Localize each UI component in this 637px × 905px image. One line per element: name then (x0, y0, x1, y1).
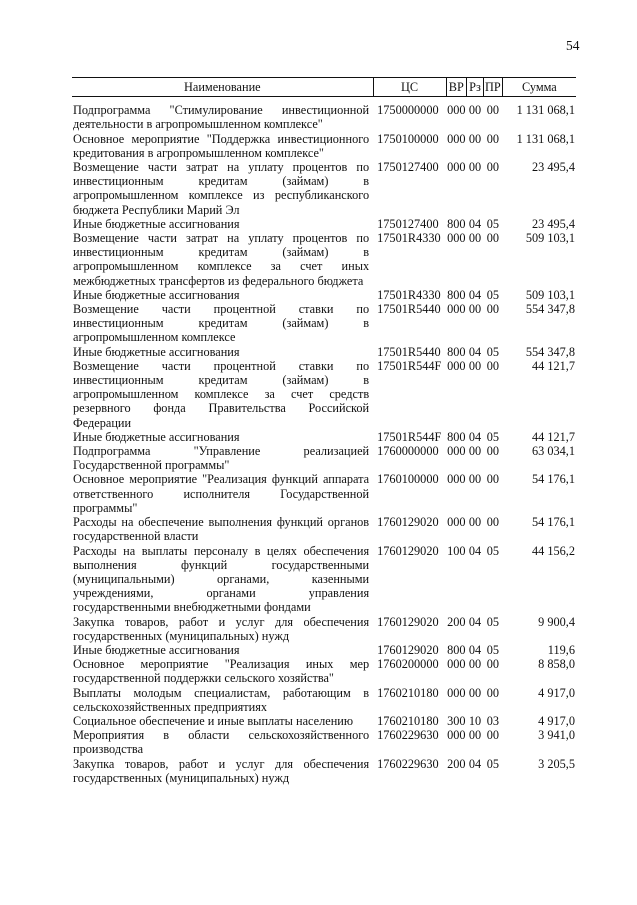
row-sum: 554 347,8 (525, 302, 575, 317)
header-pr: ПР (483, 78, 502, 97)
row-rz: 00 (468, 160, 482, 175)
row-cs: 1750000000 (377, 103, 439, 118)
row-sum: 44 121,7 (531, 358, 575, 373)
table-row (72, 97, 576, 132)
row-pr: 05 (486, 756, 499, 771)
table-row (72, 657, 576, 685)
row-name: Возмещение части процентной ставки по инвестиционным кредитам (займам) в агропромышленном комплексе за счет средств резервного фонда Правительства Российской Федерации (73, 358, 370, 430)
row-rz: 04 (468, 216, 482, 231)
row-vr: 800 (447, 429, 466, 444)
row-name: Возмещение части затрат на уплату процентов по инвестиционным кредитам (займам) в агропромышленном комплексе за счет иных межбюджетных трансфертов из федерального бюджета (73, 231, 370, 288)
row-rz: 04 (468, 756, 482, 771)
row-name: Иные бюджетные ассигнования (73, 287, 240, 302)
row-pr: 00 (486, 160, 499, 175)
table-row (72, 359, 576, 430)
table-row (72, 160, 576, 217)
row-rz: 00 (468, 685, 482, 700)
row-rz: 04 (468, 344, 482, 359)
row-rz: 00 (468, 657, 482, 672)
row-sum: 23 495,4 (531, 216, 575, 231)
row-sum: 44 156,2 (531, 543, 575, 558)
row-pr: 00 (486, 358, 499, 373)
table-row (72, 345, 576, 359)
row-rz: 04 (468, 287, 482, 302)
row-vr: 800 (447, 216, 466, 231)
row-cs: 1760000000 (377, 444, 439, 459)
row-name: Основное мероприятие "Реализация функций аппарата ответственного исполнителя Государственной программы" (73, 472, 370, 515)
row-sum: 119,6 (547, 642, 575, 657)
row-rz: 00 (468, 131, 482, 146)
row-vr: 000 (447, 358, 466, 373)
row-pr: 05 (486, 429, 499, 444)
row-cs: 1750127400 (377, 160, 439, 175)
row-cs: 17501R544F (377, 358, 442, 373)
row-sum: 554 347,8 (525, 344, 575, 359)
row-cs: 1760100000 (377, 472, 439, 487)
row-pr: 00 (486, 103, 499, 118)
row-rz: 00 (468, 302, 482, 317)
row-pr: 00 (486, 515, 499, 530)
table-row (72, 728, 576, 756)
table-row (72, 757, 576, 785)
row-name: Закупка товаров, работ и услуг для обеспечения государственных (муниципальных) нужд (73, 756, 370, 785)
row-pr: 05 (486, 216, 499, 231)
row-pr: 00 (486, 302, 499, 317)
table-row (72, 544, 576, 615)
row-cs: 17501R4330 (377, 231, 441, 246)
table-row (72, 302, 576, 345)
row-name: Иные бюджетные ассигнования (73, 216, 240, 231)
header-vr: ВР (446, 78, 466, 97)
row-rz: 04 (468, 429, 482, 444)
row-pr: 00 (486, 131, 499, 146)
row-name: Закупка товаров, работ и услуг для обеспечения государственных (муниципальных) нужд (73, 614, 370, 643)
row-vr: 000 (447, 657, 466, 672)
table-row (72, 132, 576, 160)
row-vr: 000 (447, 103, 466, 118)
row-cs: 17501R4330 (377, 287, 441, 302)
row-rz: 04 (468, 614, 482, 629)
row-name: Подпрограмма "Управление реализацией Государственной программы" (73, 444, 370, 473)
row-vr: 000 (447, 302, 466, 317)
row-pr: 00 (486, 231, 499, 246)
row-sum: 1 131 068,1 (516, 103, 575, 118)
row-name: Основное мероприятие "Поддержка инвестиционного кредитования в агропромышленном комплексе" (73, 131, 370, 160)
row-vr: 800 (447, 344, 466, 359)
row-sum: 9 900,4 (538, 614, 575, 629)
row-vr: 000 (447, 472, 466, 487)
row-cs: 1760129020 (377, 642, 439, 657)
row-sum: 63 034,1 (531, 444, 575, 459)
row-cs: 1760210180 (377, 685, 439, 700)
row-pr: 00 (486, 728, 499, 743)
row-vr: 000 (447, 131, 466, 146)
row-cs: 1760210180 (377, 713, 439, 728)
row-cs: 1760129020 (377, 543, 439, 558)
table-row (72, 217, 576, 231)
row-sum: 54 176,1 (531, 472, 575, 487)
budget-table (72, 77, 576, 785)
row-vr: 300 (447, 713, 466, 728)
header-sum: Сумма (502, 78, 576, 97)
row-pr: 05 (486, 543, 499, 558)
table-row (72, 686, 576, 714)
row-rz: 00 (468, 231, 482, 246)
row-sum: 4 917,0 (538, 713, 575, 728)
row-rz: 04 (468, 543, 482, 558)
row-name: Мероприятия в области сельскохозяйственного производства (73, 728, 370, 757)
row-sum: 1 131 068,1 (516, 131, 575, 146)
table-row (72, 430, 576, 444)
row-pr: 00 (486, 444, 499, 459)
row-vr: 100 (447, 543, 466, 558)
row-vr: 800 (447, 287, 466, 302)
row-rz: 00 (468, 444, 482, 459)
row-pr: 00 (486, 685, 499, 700)
table-row (72, 231, 576, 288)
row-sum: 44 121,7 (531, 429, 575, 444)
row-pr: 05 (486, 614, 499, 629)
row-name: Подпрограмма "Стимулирование инвестиционной деятельности в агропромышленном комплексе" (73, 103, 370, 132)
row-sum: 23 495,4 (531, 160, 575, 175)
header-rz: Рз (467, 78, 484, 97)
row-vr: 000 (447, 685, 466, 700)
table-row (72, 472, 576, 515)
table-row (72, 643, 576, 657)
row-pr: 00 (486, 472, 499, 487)
row-rz: 10 (468, 713, 482, 728)
row-sum: 54 176,1 (531, 515, 575, 530)
row-cs: 1750127400 (377, 216, 439, 231)
table-row (72, 714, 576, 728)
row-sum: 509 103,1 (525, 287, 575, 302)
row-cs: 1760229630 (377, 756, 439, 771)
row-sum: 509 103,1 (525, 231, 575, 246)
row-name: Иные бюджетные ассигнования (73, 344, 240, 359)
row-rz: 04 (468, 642, 482, 657)
row-sum: 3 941,0 (538, 728, 575, 743)
table-row (72, 288, 576, 302)
row-rz: 00 (468, 103, 482, 118)
header-name: Наименование (72, 78, 373, 97)
row-name: Возмещение части процентной ставки по инвестиционным кредитам (займам) в агропромышленном комплексе (73, 302, 370, 345)
row-pr: 03 (486, 713, 499, 728)
row-name: Выплаты молодым специалистам, работающим в сельскохозяйственных предприятиях (73, 685, 370, 714)
row-name: Возмещение части затрат на уплату процентов по инвестиционным кредитам (займам) в агропромышленном комплексе из республиканского бюджета Республики Марий Эл (73, 160, 370, 217)
row-rz: 00 (468, 358, 482, 373)
row-vr: 800 (447, 642, 466, 657)
row-cs: 1760129020 (377, 614, 439, 629)
row-rz: 00 (468, 728, 482, 743)
row-vr: 000 (447, 515, 466, 530)
table-row (72, 615, 576, 643)
row-cs: 1760200000 (377, 657, 439, 672)
row-cs: 17501R544F (377, 429, 442, 444)
row-name: Иные бюджетные ассигнования (73, 429, 240, 444)
row-cs: 1760229630 (377, 728, 439, 743)
row-sum: 3 205,5 (538, 756, 575, 771)
row-sum: 4 917,0 (538, 685, 575, 700)
row-vr: 000 (447, 444, 466, 459)
row-pr: 05 (486, 287, 499, 302)
row-cs: 1760129020 (377, 515, 439, 530)
row-pr: 00 (486, 657, 499, 672)
row-vr: 200 (447, 614, 466, 629)
row-cs: 1750100000 (377, 131, 439, 146)
row-name: Основное мероприятие "Реализация иных мер государственной поддержки сельского хозяйства" (73, 657, 370, 686)
table-row (72, 444, 576, 472)
table-row (72, 515, 576, 543)
row-name: Иные бюджетные ассигнования (73, 642, 240, 657)
row-name: Социальное обеспечение и иные выплаты населению (73, 713, 354, 728)
header-cs: ЦС (373, 78, 446, 97)
row-sum: 8 858,0 (538, 657, 575, 672)
row-name: Расходы на обеспечение выполнения функций органов государственной власти (73, 515, 370, 544)
row-vr: 000 (447, 728, 466, 743)
row-cs: 17501R5440 (377, 344, 441, 359)
page-number: 54 (566, 38, 580, 53)
row-pr: 05 (486, 642, 499, 657)
row-cs: 17501R5440 (377, 302, 441, 317)
row-vr: 000 (447, 231, 466, 246)
row-pr: 05 (486, 344, 499, 359)
row-vr: 200 (447, 756, 466, 771)
row-rz: 00 (468, 472, 482, 487)
row-rz: 00 (468, 515, 482, 530)
row-name: Расходы на выплаты персоналу в целях обеспечения выполнения функций государственными (муниципальными) органами, казенными учреждениями, органами управления государственными внебюджетными фондами (73, 543, 370, 615)
row-vr: 000 (447, 160, 466, 175)
table-header-row (72, 78, 576, 97)
